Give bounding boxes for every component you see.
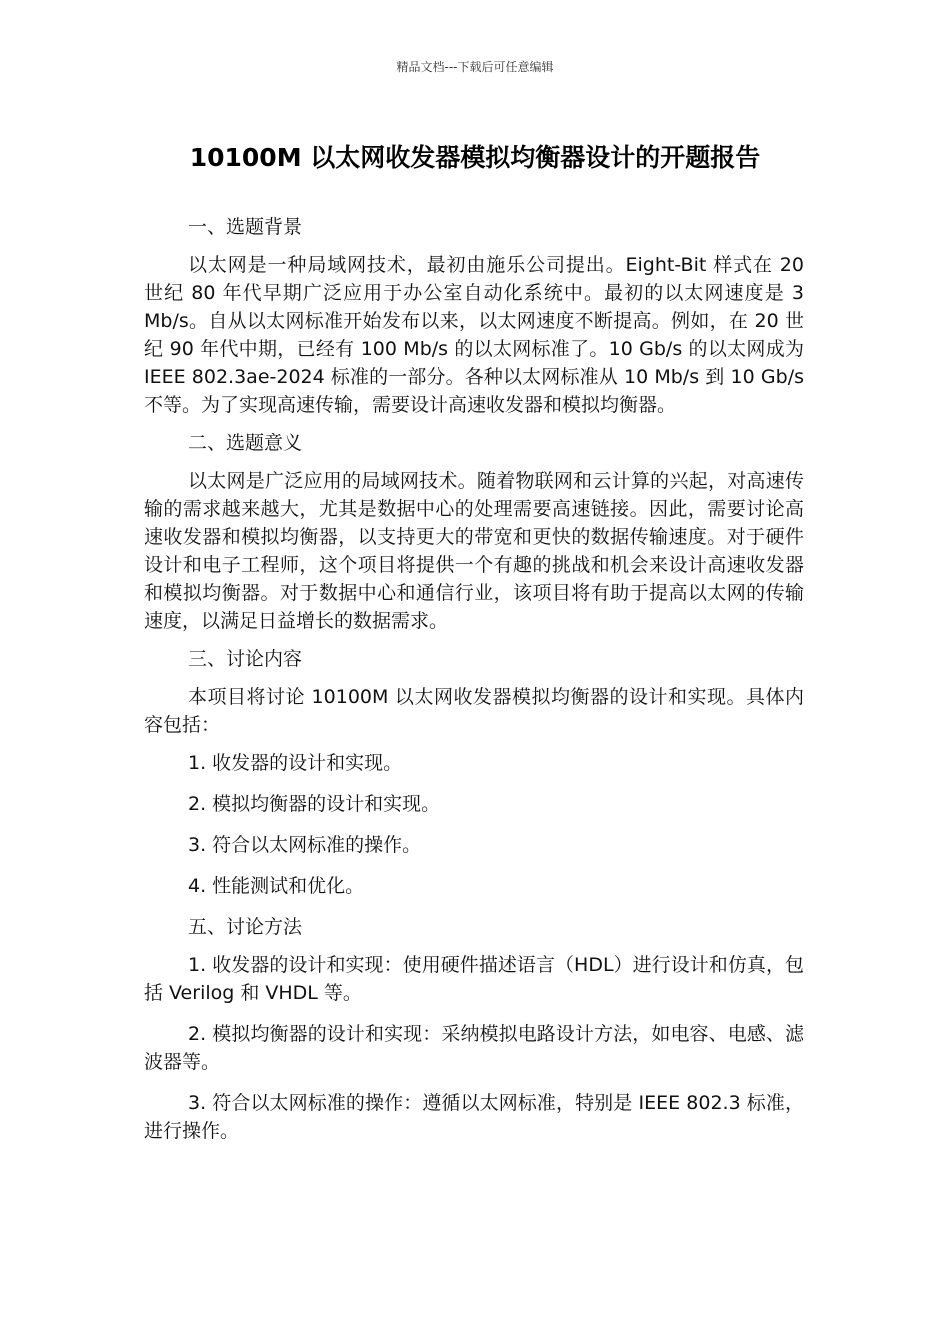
section-heading-methods: 五、讨论方法: [188, 916, 303, 938]
content-list-item: 2. 模拟均衡器的设计和实现。: [188, 793, 441, 815]
document-body: [144, 213, 804, 1158]
section-heading-content: 三、讨论内容: [188, 648, 303, 670]
header-note: 精品文档---下载后可任意编辑: [396, 60, 554, 74]
significance-paragraph: 以太网是广泛应用的局域网技术。随着物联网和云计算的兴起，对高速传输的需求越来越大，尤其是数据中心的处理需要高速链接。因此，需要讨论高速收发器和模拟均衡器，以支持更大的带宽和更快的数据传输速度。对于硬件设计和电子工程师，这个项目将提供一个有趣的挑战和机会来设计高速收发器和模拟均衡器。对于数据中心和通信行业，该项目将有助于提高以太网的传输速度，以满足日益增长的数据需求。: [144, 470, 804, 632]
section-heading-significance: 二、选题意义: [188, 432, 303, 454]
content-intro-paragraph: 本项目将讨论 10100M 以太网收发器模拟均衡器的设计和实现。具体内容包括：: [144, 686, 804, 736]
document-title: 10100M 以太网收发器模拟均衡器设计的开题报告: [189, 143, 761, 172]
content-list-item: 3. 符合以太网标准的操作。: [188, 834, 422, 856]
methods-list-item: 1. 收发器的设计和实现：使用硬件描述语言（HDL）进行设计和仿真，包括 Verilog 和 VHDL 等。: [144, 954, 804, 1004]
content-list-item: 4. 性能测试和优化。: [188, 875, 365, 897]
content-list-item: 1. 收发器的设计和实现。: [188, 752, 403, 774]
section-heading-background: 一、选题背景: [188, 216, 303, 238]
methods-list-item: 2. 模拟均衡器的设计和实现：采纳模拟电路设计方法，如电容、电感、滤波器等。: [144, 1023, 804, 1073]
background-paragraph: 以太网是一种局域网技术，最初由施乐公司提出。Eight-Bit 样式在 20 世纪 80 年代早期广泛应用于办公室自动化系统中。最初的以太网速度是 3 Mb/s。自从以太网标准开始发布以来，以太网速度不断提高。例如，在 20 世纪 90 年代中期，已经有 100 Mb/s 的以太网标准了。10 Gb/s 的以太网成为 IEEE 802.3ae-2024 标准的一部分。各种以太网标准从 10 Mb/s 到 10 Gb/s 不等。为了实现高速传输，需要设计高速收发器和模拟均衡器。: [144, 254, 804, 416]
methods-list-item: 3. 符合以太网标准的操作：遵循以太网标准，特别是 IEEE 802.3 标准，进行操作。: [144, 1092, 804, 1142]
